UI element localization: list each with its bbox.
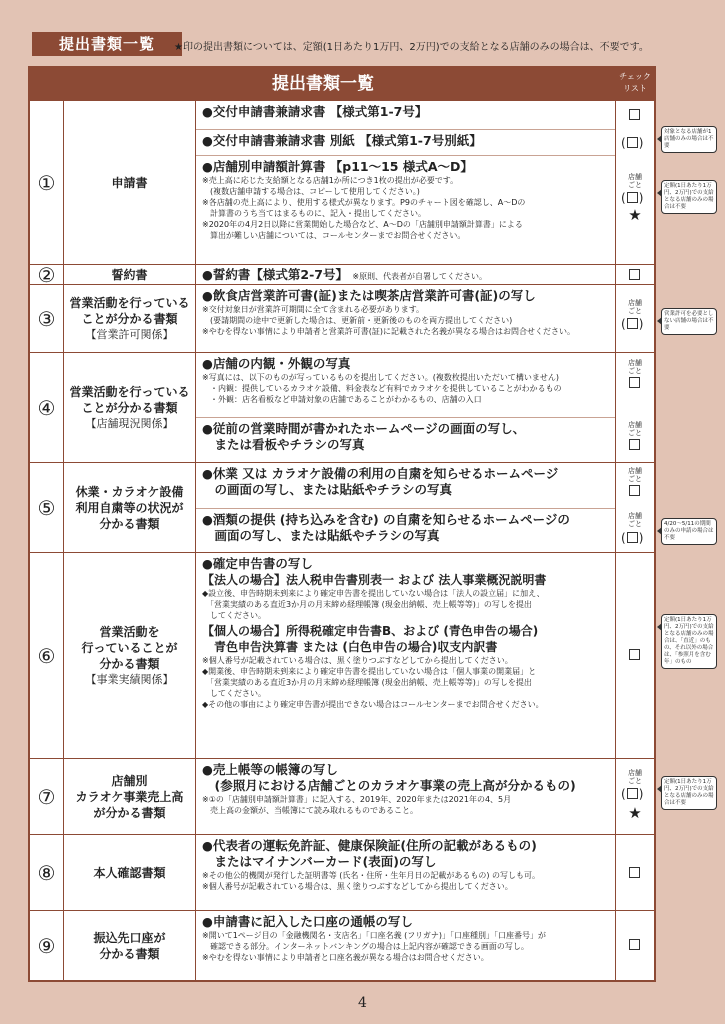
per-store-label: 店舗 ごと: [628, 173, 642, 189]
row-category: 営業活動を行っている ことが分かる書類 【店舗現況関係】: [64, 353, 196, 462]
per-store-label: 店舗 ごと: [628, 359, 642, 375]
per-store-label: 店舗 ごと: [628, 769, 642, 785]
row-items: [196, 265, 616, 284]
top-bar: [28, 32, 718, 58]
callout-note: 対象となる店舗が1店舗のみの場合は不要: [661, 126, 717, 153]
row-items: [196, 911, 616, 980]
per-store-label: 店舗 ごと: [628, 467, 642, 483]
checkbox[interactable]: [629, 939, 640, 950]
checkbox-optional[interactable]: ( ): [621, 136, 644, 150]
header-note: ★印の提出書類については、定額(1日あたり1万円、2万円)での支給となる店舗のみの場合は、不要です。: [174, 42, 649, 53]
checkbox[interactable]: [629, 439, 640, 450]
check-column: [616, 759, 654, 834]
list-item: ●酒類の提供 (持ち込みを含む) の自粛を知らせるホームページの 画面の写し、または貼紙やチラシの写真: [196, 508, 615, 553]
row-category: 本人確認書類: [64, 835, 196, 910]
check-column: [616, 553, 654, 758]
row-number: ⑧: [30, 835, 64, 910]
list-item: ●確定申告書の写し 【法人の場合】法人税申告書別表一 および 法人事業概況説明書 ◆設立後、申告時期未到来により確定申告書を提出していない場合は「法人の設立届」に加え、 「営業実績のある直近3か月の月末締め経理帳簿 (現金出納帳、売上帳等等)」の写しを提出 してください。 【個人の場合】所得税確定申告書B、および (青色申告の場合) 青色申告決算書 または (白色申告の場合)収支内訳書 ※個人番号が記載されている場合は、黒く塗りつぶすなどしてから提出してください。 ◆開業後、申告時期未到来により確定申告書を提出していない場合は「個人事業の開業届」と 「営業実績のある直近3か月の月末締め経理帳簿 (現金出納帳、売上帳等等)」の写しを提出 してください。 ◆その他の事由により確定申告書が提出できない場合はコールセンターまでお問合せください。: [202, 556, 547, 709]
table-row: [30, 462, 654, 552]
row-number: ①: [30, 101, 64, 264]
check-column: [616, 835, 654, 910]
table-row: [30, 910, 654, 980]
row-number: ⑥: [30, 553, 64, 758]
row-category: 営業活動を行っている ことが分かる書類 【営業許可関係】: [64, 285, 196, 352]
callout-note: 定額(1日あたり1万円、2万円)での支給となる店舗のみの場合は不要: [661, 180, 717, 214]
checkbox-optional[interactable]: ( ): [621, 531, 644, 545]
row-number: ④: [30, 353, 64, 462]
table-row: [30, 262, 654, 287]
table-title: 提出書類一覧: [272, 74, 374, 94]
check-column: [616, 265, 654, 284]
row-items: [196, 285, 616, 352]
table-row: [30, 284, 654, 352]
check-column: [616, 911, 654, 980]
row-number: ⑨: [30, 911, 64, 980]
row-items: [196, 353, 616, 462]
list-item: ●飲食店営業許可書(証)または喫茶店営業許可書(証)の写し ※交付対象日が営業許可期間に全て含まれる必要があります。 (要請期間の途中で更新した場合は、更新前・更新後のものを両方提出してください) ※やむを得ない事情により申請者と営業許可書(証)に記載された名義が異なる場合はお問合せください。: [202, 288, 575, 336]
list-item: ●店舗の内観・外観の写真 ※写真には、以下のものが写っているものを提出してください。(複数枚提出いただいて構いません) ・内観：提供しているカラオケ設備、料金表など有料でカラオケを提供していることがわかるもの ・外観：店名看板など申請対象の店舗であることがわかるもの、店舗の入口: [202, 356, 562, 404]
row-category: 休業・カラオケ設備 利用自粛等の状況が 分かる書類: [64, 463, 196, 552]
list-item: ●従前の営業時間が書かれたホームページの画面の写し、 または看板やチラシの写真: [196, 417, 615, 463]
callout-note: 定額(1日あたり1万円、2万円)での支給となる店舗のみの場合は、「直近」のもの、それ以外の場合は、「参照月を含む年」のもの: [661, 614, 717, 669]
row-category: 店舗別 カラオケ事業売上高 が分かる書類: [64, 759, 196, 834]
row-number: ②: [30, 265, 64, 284]
row-items: [196, 759, 616, 834]
row-items: [196, 835, 616, 910]
table-row: [30, 100, 654, 264]
table-row: [30, 552, 654, 758]
row-number: ⑤: [30, 463, 64, 552]
row-category: 申請書: [64, 101, 196, 264]
checkbox[interactable]: [629, 269, 640, 280]
checkbox-optional[interactable]: ( ): [621, 317, 644, 331]
per-store-label: 店舗 ごと: [628, 512, 642, 528]
row-items: [196, 553, 616, 758]
callout-note: 定額(1日あたり1万円、2万円)での支給となる店舗のみの場合は不要: [661, 776, 717, 810]
page-number: 4: [358, 995, 367, 1011]
row-category: 営業活動を 行っていることが 分かる書類 【事業実績関係】: [64, 553, 196, 758]
checkbox[interactable]: [629, 377, 640, 388]
row-items: [196, 101, 616, 264]
row-items: [196, 463, 616, 552]
list-item: ●交付申請書兼請求書 別紙 【様式第1-7号別紙】: [196, 129, 615, 155]
star-mark: ★: [628, 804, 642, 822]
callout-note: 営業許可を必要としない店舗の場合は不要: [661, 308, 717, 335]
check-column: [616, 463, 654, 552]
check-column: [616, 101, 654, 264]
list-item: ●申請書に記入した口座の通帳の写し ※開いて1ページ目の「金融機関名・支店名」「口座名義 (フリガナ)」「口座種別」「口座番号」が 確認できる部分。インターネットバンキングの場合は上記内容が確認できる画面の写し。 ※やむを得ない事情により申請者と口座名義が異なる場合はお問合せください。: [202, 914, 547, 962]
list-item: ●売上帳等の帳簿の写し (参照月における店舗ごとのカラオケ事業の売上高が分かるもの) ※①の「店舗別申請額計算書」に記入する、2019年、2020年または2021年の4、5月 売上高の金額が、当帳簿にて読み取れるものであること。: [202, 762, 576, 815]
table-header: [30, 68, 654, 100]
per-store-label: 店舗 ごと: [628, 421, 642, 437]
per-store-label: 店舗 ごと: [628, 299, 642, 315]
row-category: 振込先口座が 分かる書類: [64, 911, 196, 980]
checkbox[interactable]: [629, 867, 640, 878]
check-list-label: チェック リスト: [619, 72, 651, 93]
section-tag: 提出書類一覧: [32, 32, 182, 56]
checkbox[interactable]: [629, 649, 640, 660]
document-table: [28, 66, 656, 982]
list-item: ●交付申請書兼請求書 【様式第1-7号】: [202, 104, 428, 119]
table-row: [30, 352, 654, 462]
list-item: ●代表者の運転免許証、健康保険証(住所の記載があるもの) またはマイナンバーカード(表面)の写し ※その他公的機関が発行した証明書等 (氏名・住所・生年月日の記載があるもの) の写しも可。 ※個人番号が記載されている場合は、黒く塗りつぶすなどしてから提出してください。: [202, 838, 541, 891]
checkbox[interactable]: [629, 109, 640, 120]
check-column: [616, 285, 654, 352]
table-row: [30, 834, 654, 910]
row-number: ⑦: [30, 759, 64, 834]
checkbox-optional[interactable]: ( ): [621, 787, 644, 801]
callout-note: 4/20〜5/11の期間のみの申請の場合は不要: [661, 518, 717, 545]
star-mark: ★: [628, 206, 642, 224]
row-category: 誓約書: [64, 265, 196, 284]
checkbox-optional[interactable]: ( ): [621, 191, 644, 205]
list-item: ●店舗別申請額計算書 【p11〜15 様式A〜D】 ※売上高に応じた支給額となる店舗1か所につき1枚の提出が必要です。 (複数店舗申請する場合は、コピーして使用してください。) ※各店舗の売上高により、使用する様式が異なります。P9のチャート図を確認し、A〜Dの 計算書のうち当てはまるものに、記入・提出してください。 ※2020年の4月2日以降に営業開始した場合など、A〜Dの「店舗別申請額計算書」による 算出が難しい店舗については、コールセンターまでお問合せください。: [196, 155, 615, 265]
list-item: ●休業 又は カラオケ設備の利用の自粛を知らせるホームページ の画面の写し、または貼紙やチラシの写真: [202, 466, 559, 497]
table-row: [30, 758, 654, 834]
row-number: ③: [30, 285, 64, 352]
checkbox[interactable]: [629, 485, 640, 496]
check-column: [616, 353, 654, 462]
list-item: ●誓約書【様式第2-7号】 ※原則、代表者が自署してください。: [202, 267, 488, 282]
